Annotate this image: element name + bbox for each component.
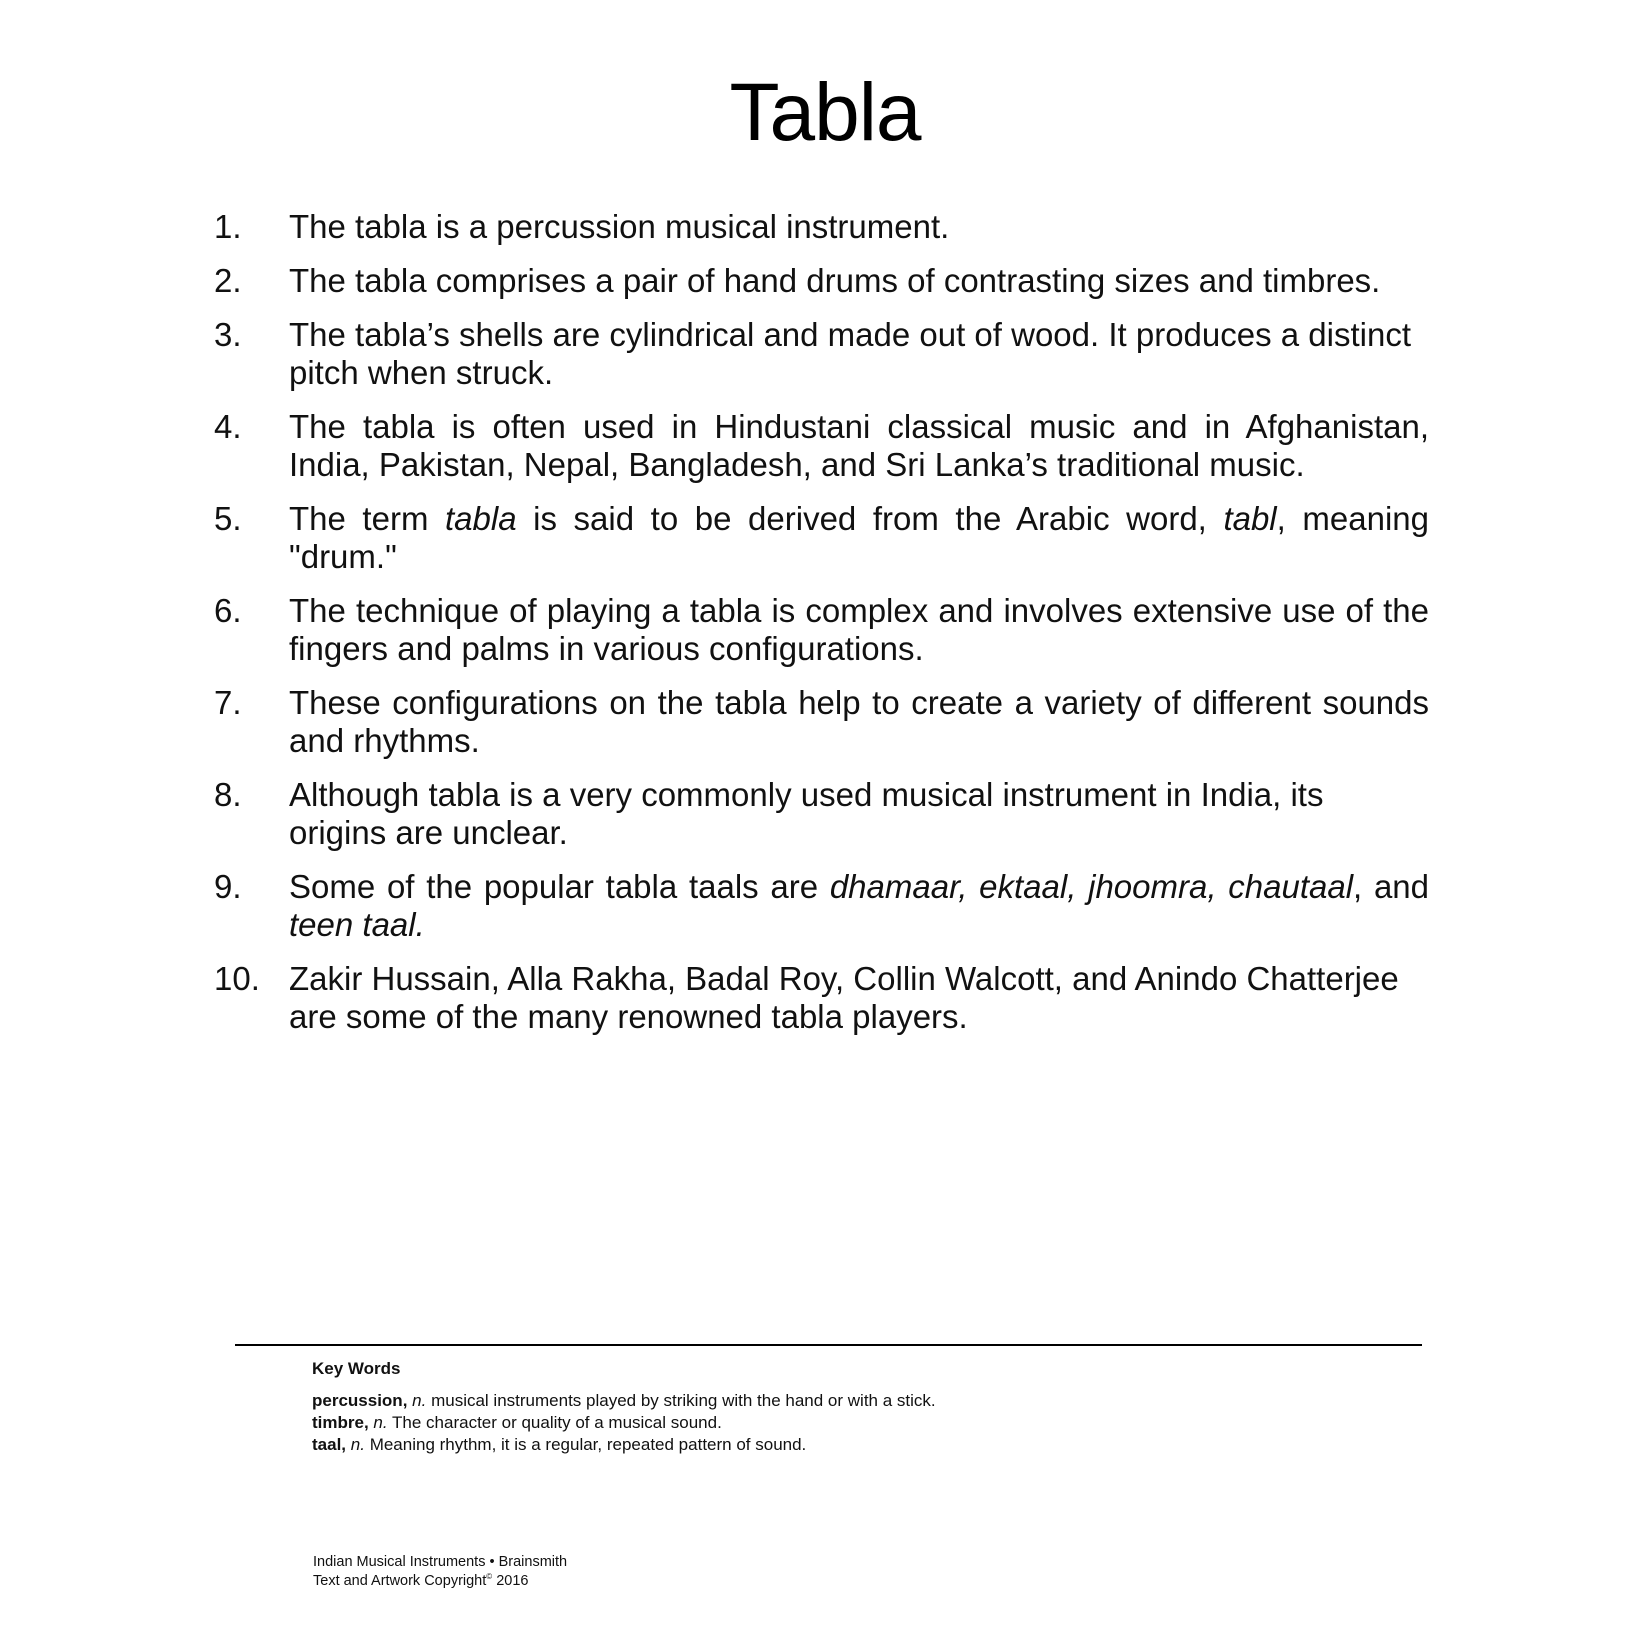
key-word-entry	[312, 1434, 1362, 1456]
key-word-pos: n.	[373, 1413, 388, 1432]
fact-number: 5.	[214, 500, 242, 537]
fact-item	[214, 960, 1429, 1036]
footer-year: 2016	[496, 1573, 529, 1589]
fact-text-part: , meaning "drum."	[289, 500, 1429, 575]
footer-copyright-text: Text and Artwork Copyright	[313, 1573, 487, 1589]
fact-item	[214, 868, 1429, 944]
fact-text: The tabla is often used in Hindustani classical music and in Afghanistan, India, Pakistan, Nepal, Bangladesh, and Sri Lanka’s traditional music.	[289, 408, 1429, 483]
fact-text: The technique of playing a tabla is complex and involves extensive use of the fingers and palms in various configurations.	[289, 592, 1429, 667]
key-words-section	[312, 1358, 1362, 1456]
fact-text-part: The term	[289, 500, 446, 537]
fact-item	[214, 316, 1429, 392]
key-word-pos: n.	[412, 1391, 427, 1410]
fact-text-part: , and	[1353, 868, 1429, 905]
fact-item	[214, 776, 1429, 852]
fact-number: 9.	[214, 868, 242, 905]
fact-item	[214, 262, 1429, 300]
fact-text	[289, 868, 1429, 944]
fact-number: 7.	[214, 684, 242, 721]
fact-text: The tabla comprises a pair of hand drums of contrasting sizes and timbres.	[289, 262, 1381, 299]
key-word-pos: n.	[350, 1435, 365, 1454]
fact-item	[214, 408, 1429, 484]
fact-taal-teen: teen taal.	[289, 906, 425, 943]
fact-item	[214, 684, 1429, 760]
fact-taal-names: dhamaar, ektaal, jhoomra, chautaal	[829, 868, 1354, 905]
fact-term-tabl: tabl	[1223, 500, 1277, 537]
fact-number: 2.	[214, 262, 242, 299]
fact-number: 1.	[214, 208, 242, 245]
facts-list	[214, 208, 1429, 1052]
fact-item	[214, 208, 1429, 246]
key-word-entry	[312, 1390, 1362, 1412]
footer-credits	[313, 1553, 567, 1591]
fact-number: 6.	[214, 592, 242, 629]
fact-number: 8.	[214, 776, 242, 813]
key-word-definition: musical instruments played by striking with the hand or with a stick.	[431, 1391, 936, 1410]
key-word-entry	[312, 1412, 1362, 1434]
key-words-heading: Key Words	[312, 1359, 401, 1378]
copyright-symbol: ©	[486, 1572, 493, 1582]
fact-text-part: is said to be derived from the Arabic word,	[516, 500, 1224, 537]
footer-series: Indian Musical Instruments • Brainsmith	[313, 1554, 568, 1570]
fact-text: These configurations on the tabla help to create a variety of different sounds and rhythms.	[289, 684, 1429, 759]
fact-item	[214, 500, 1429, 576]
key-word-term: percussion,	[312, 1391, 408, 1410]
fact-text: The tabla is a percussion musical instrument.	[289, 208, 950, 245]
key-word-definition: Meaning rhythm, it is a regular, repeated pattern of sound.	[369, 1435, 807, 1454]
key-word-definition: The character or quality of a musical sound.	[392, 1413, 722, 1432]
fact-item	[214, 592, 1429, 668]
fact-text: Zakir Hussain, Alla Rakha, Badal Roy, Collin Walcott, and Anindo Chatterjee are some of the many renowned tabla players.	[289, 960, 1399, 1035]
key-word-term: timbre,	[312, 1413, 369, 1432]
section-divider	[235, 1344, 1422, 1346]
fact-term-tabla: tabla	[445, 500, 517, 537]
page-title: Tabla	[729, 67, 921, 158]
key-word-term: taal,	[312, 1435, 347, 1454]
fact-text	[289, 500, 1429, 576]
footer-copyright	[313, 1572, 567, 1591]
fact-number: 10.	[214, 960, 260, 997]
fact-number: 3.	[214, 316, 242, 353]
fact-text: Although tabla is a very commonly used musical instrument in India, its origins are unclear.	[289, 776, 1324, 851]
fact-number: 4.	[214, 408, 242, 445]
fact-text: The tabla’s shells are cylindrical and made out of wood. It produces a distinct pitch when struck.	[289, 316, 1411, 391]
fact-text-part: Some of the popular tabla taals are	[289, 868, 830, 905]
